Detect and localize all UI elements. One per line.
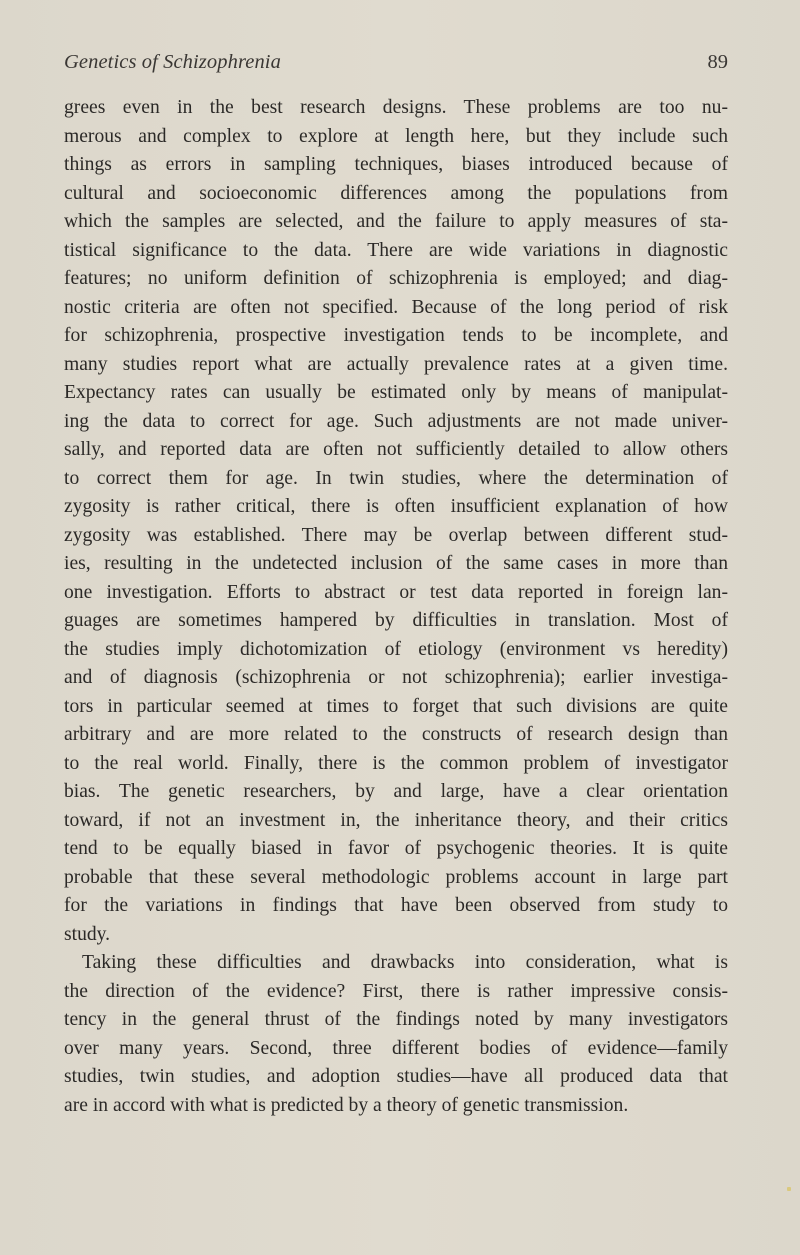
text-line: zygosity is rather critical, there is often insufficient explanation of how (64, 496, 728, 517)
text-line: and of diagnosis (schizophrenia or not schizophrenia); earlier investiga- (64, 667, 728, 688)
text-line: the direction of the evidence? First, there is rather impressive consis- (64, 980, 728, 1002)
text-line: tend to be equally biased in favor of psychogenic theories. It is quite (64, 838, 728, 859)
text-line: arbitrary and are more related to the constructs of research design than (64, 724, 728, 745)
text-line: the studies imply dichotomization of etiology (environment vs heredity) (64, 638, 728, 660)
text-line: over many years. Second, three different bodies of evidence—family (64, 1037, 728, 1059)
text-line: features; no uniform definition of schizophrenia is employed; and diag- (64, 268, 728, 289)
text-line: toward, if not an investment in, the inheritance theory, and their critics (64, 809, 728, 831)
text-line: many studies report what are actually prevalence rates at a given time. (64, 353, 728, 375)
text-line: guages are sometimes hampered by difficulties in translation. Most of (64, 610, 728, 631)
body-text (64, 94, 728, 1120)
text-line: tors in particular seemed at times to forget that such divisions are quite (64, 695, 728, 717)
running-title: Genetics of Schizophrenia (64, 51, 281, 73)
text-line: one investigation. Efforts to abstract or test data reported in foreign lan- (64, 581, 728, 603)
text-line: are in accord with what is predicted by a theory of genetic transmission. (64, 1094, 629, 1116)
paragraph-2 (64, 949, 728, 1120)
text-line: merous and complex to explore at length here, but they include such (64, 125, 728, 147)
paragraph-1 (64, 94, 728, 949)
running-head (64, 51, 728, 87)
page-number: 89 (707, 51, 728, 73)
text-line: zygosity was established. There may be overlap between different stud- (64, 524, 728, 546)
text-line: things as errors in sampling techniques, biases introduced because of (64, 154, 728, 175)
text-line: tency in the general thrust of the findings noted by many investigators (64, 1009, 728, 1030)
text-line: studies, twin studies, and adoption studies—have all produced data that (64, 1066, 728, 1087)
text-line: tistical significance to the data. There are wide variations in diagnostic (64, 239, 728, 261)
text-line: which the samples are selected, and the failure to apply measures of sta- (64, 211, 728, 232)
text-line: probable that these several methodologic problems account in large part (64, 866, 728, 888)
text-line: ing the data to correct for age. Such adjustments are not made univer- (64, 410, 728, 432)
text-line: grees even in the best research designs. These problems are too nu- (64, 97, 728, 118)
text-line: ies, resulting in the undetected inclusion of the same cases in more than (64, 553, 728, 574)
paper-speck (787, 1187, 791, 1191)
text-line: Taking these difficulties and drawbacks into consideration, what is (82, 952, 728, 973)
text-line: cultural and socioeconomic differences among the populations from (64, 182, 728, 204)
text-line: to the real world. Finally, there is the common problem of investigator (64, 752, 728, 774)
text-line: Expectancy rates can usually be estimated only by means of manipulat- (64, 382, 728, 403)
text-line: sally, and reported data are often not sufficiently detailed to allow others (64, 439, 728, 460)
text-line: to correct them for age. In twin studies, where the determination of (64, 467, 728, 489)
text-line: for schizophrenia, prospective investigation tends to be incomplete, and (64, 325, 728, 346)
text-line: study. (64, 923, 111, 945)
text-line: nostic criteria are often not specified. Because of the long period of risk (64, 296, 728, 318)
text-line: for the variations in findings that have been observed from study to (64, 895, 728, 916)
text-line: bias. The genetic researchers, by and large, have a clear orientation (64, 781, 728, 802)
